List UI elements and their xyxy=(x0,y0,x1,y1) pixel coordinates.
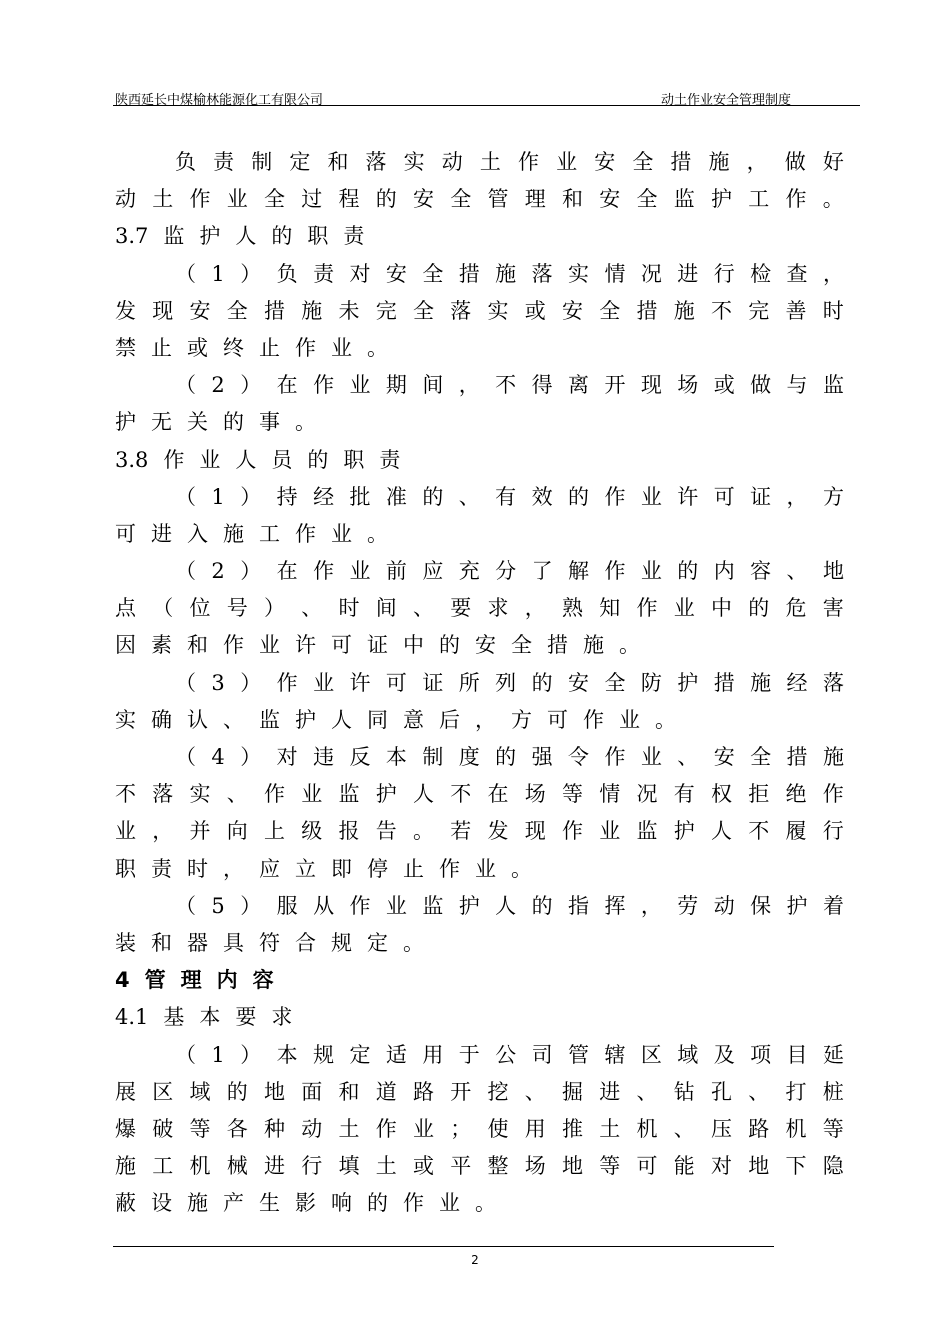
text-line: 3.7 监 护 人 的 职 责 xyxy=(115,224,365,249)
text-line: 禁 止 或 终 止 作 业 。 xyxy=(115,335,388,360)
text-line: （ 5 ） 服 从 作 业 监 护 人 的 指 挥 ， 劳 动 保 护 着 xyxy=(175,893,844,918)
text-line: 蔽 设 施 产 生 影 响 的 作 业 。 xyxy=(115,1191,496,1216)
text-line: 爆 破 等 各 种 动 土 作 业 ； 使 用 推 土 机 、 压 路 机 等 xyxy=(115,1116,844,1141)
footer-divider xyxy=(113,1246,774,1247)
page-number: 2 xyxy=(471,1253,479,1267)
text-line: （ 3 ） 作 业 许 可 证 所 列 的 安 全 防 护 措 施 经 落 xyxy=(175,670,844,695)
text-line: 护 无 关 的 事 。 xyxy=(115,410,316,435)
text-line: （ 2 ） 在 作 业 前 应 充 分 了 解 作 业 的 内 容 、 地 xyxy=(175,559,844,584)
document-title: 动土作业安全管理制度 xyxy=(661,93,792,108)
section-heading: 4 管 理 内 容 xyxy=(115,968,274,993)
text-line: （ 1 ） 持 经 批 准 的 、 有 效 的 作 业 许 可 证 ， 方 xyxy=(175,484,844,509)
text-line: 点 （ 位 号 ） 、 时 间 、 要 求 ， 熟 知 作 业 中 的 危 害 xyxy=(115,596,844,621)
text-line: （ 2 ） 在 作 业 期 间 ， 不 得 离 开 现 场 或 做 与 监 xyxy=(175,373,844,398)
text-line: （ 4 ） 对 违 反 本 制 度 的 强 令 作 业 、 安 全 措 施 xyxy=(175,745,844,769)
text-line: 实 确 认 、 监 护 人 同 意 后 ， 方 可 作 业 。 xyxy=(115,707,676,732)
text-line: 3.8 作 业 人 员 的 职 责 xyxy=(115,447,401,472)
text-line: 动 土 作 业 全 过 程 的 安 全 管 理 和 安 全 监 护 工 作 。 xyxy=(115,187,844,212)
text-line: （ 1 ） 本 规 定 适 用 于 公 司 管 辖 区 域 及 项 目 延 xyxy=(175,1042,844,1067)
text-line: 4.1 基 本 要 求 xyxy=(115,1005,293,1030)
text-line: 不 落 实 、 作 业 监 护 人 不 在 场 等 情 况 有 权 拒 绝 作 xyxy=(115,782,844,807)
text-line: 负 责 制 定 和 落 实 动 土 作 业 安 全 措 施 ， 做 好 xyxy=(175,150,844,174)
text-line: 展 区 域 的 地 面 和 道 路 开 挖 、 掘 进 、 钻 孔 、 打 桩 xyxy=(115,1079,844,1104)
text-line: 业 ， 并 向 上 级 报 告 。 若 发 现 作 业 监 护 人 不 履 行 xyxy=(115,819,844,844)
text-line: 因 素 和 作 业 许 可 证 中 的 安 全 措 施 。 xyxy=(115,633,640,658)
header-divider xyxy=(113,105,860,106)
text-line: 装 和 器 具 符 合 规 定 。 xyxy=(115,930,424,955)
text-line: 发 现 安 全 措 施 未 完 全 落 实 或 安 全 措 施 不 完 善 时 xyxy=(115,298,844,323)
text-line: 可 进 入 施 工 作 业 。 xyxy=(115,521,388,546)
company-name: 陕西延长中煤榆林能源化工有限公司 xyxy=(115,93,324,108)
text-line: 施 工 机 械 进 行 填 土 或 平 整 场 地 等 可 能 对 地 下 隐 xyxy=(115,1154,844,1179)
text-line: 职 责 时 ， 应 立 即 停 止 作 业 。 xyxy=(115,856,532,881)
document-body xyxy=(115,144,844,1222)
page-header xyxy=(113,88,860,106)
text-line: （ 1 ） 负 责 对 安 全 措 施 落 实 情 况 进 行 检 查 ， xyxy=(175,261,844,286)
